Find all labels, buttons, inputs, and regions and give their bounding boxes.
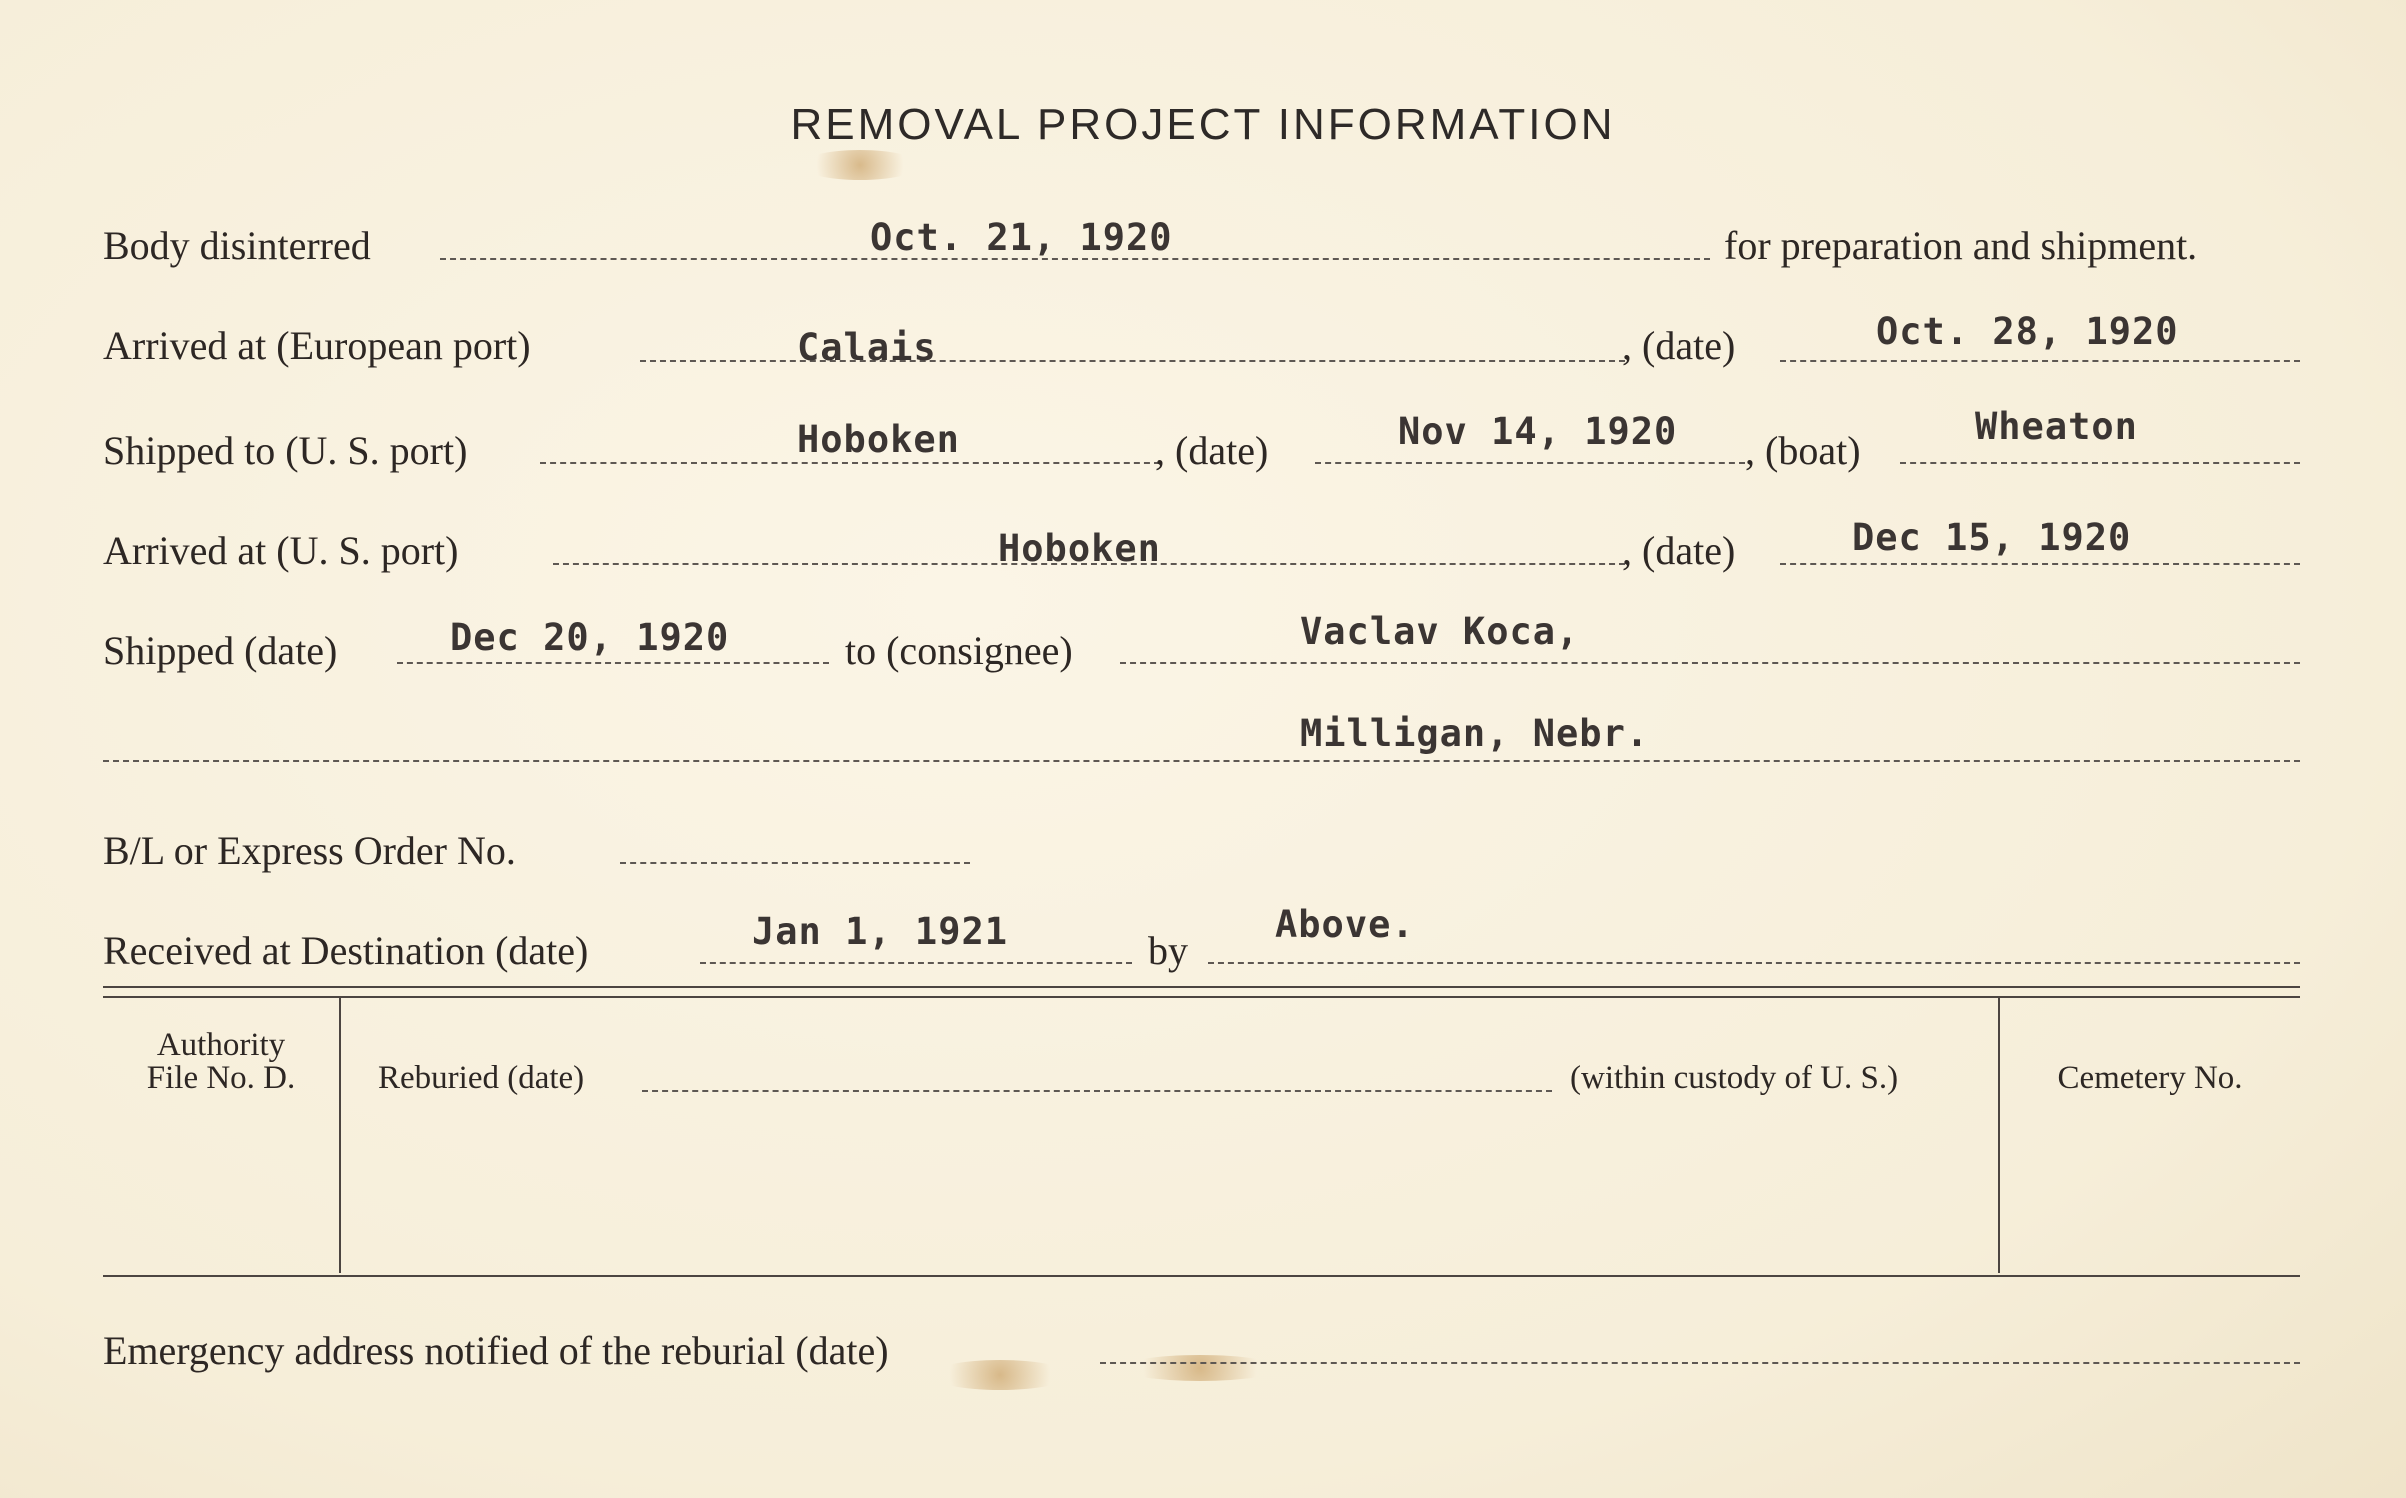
us-port-arrived-date-line <box>1780 563 2300 565</box>
european-port-date-label: , (date) <box>1622 323 1736 368</box>
table-top-rule-2 <box>103 996 2300 998</box>
european-port-line <box>640 360 1625 362</box>
reburied-label: Reburied (date) <box>378 1060 585 1096</box>
table-bottom-rule <box>103 1275 2300 1277</box>
file-no-label: File No. D. <box>146 1060 296 1096</box>
us-port-shipped-date: Nov 14, 1920 <box>1398 410 1678 453</box>
stain-mark <box>1120 1355 1280 1381</box>
received-date-line <box>700 962 1132 964</box>
card-title: REMOVAL PROJECT INFORMATION <box>790 100 1616 149</box>
us-port-arrived-date-label: , (date) <box>1622 528 1736 573</box>
european-port-value: Calais <box>797 326 937 369</box>
us-port-shipped-date-line <box>1315 462 1745 464</box>
table-divider-left <box>339 998 341 1273</box>
consignee-address: Milligan, Nebr. <box>1300 712 1650 755</box>
bl-order-label: B/L or Express Order No. <box>103 828 516 873</box>
disinterred-suffix: for preparation and shipment. <box>1724 223 2198 268</box>
table-divider-right <box>1998 998 2000 1273</box>
stain-mark <box>800 150 920 180</box>
us-port-shipped-value: Hoboken <box>797 418 960 461</box>
emergency-line <box>1100 1362 2300 1364</box>
shipped-date: Dec 20, 1920 <box>450 616 730 659</box>
custody-label: (within custody of U. S.) <box>1570 1060 1899 1096</box>
cemetery-label: Cemetery No. <box>2057 1060 2243 1096</box>
us-port-shipped-date-label: , (date) <box>1155 428 1269 473</box>
disinterred-date: Oct. 21, 1920 <box>870 216 1173 259</box>
emergency-label: Emergency address notified of the reburial (date) <box>103 1328 889 1373</box>
european-port-date: Oct. 28, 1920 <box>1876 310 2179 353</box>
reburied-line <box>642 1090 1552 1092</box>
shipped-date-label: Shipped (date) <box>103 628 338 673</box>
consignee-name: Vaclav Koca, <box>1300 610 1580 653</box>
boat-line <box>1900 462 2300 464</box>
received-by-line <box>1208 962 2300 964</box>
us-port-shipped-label: Shipped to (U. S. port) <box>103 428 468 473</box>
consignee-address-line <box>103 760 2300 762</box>
european-port-date-line <box>1780 360 2300 362</box>
shipped-date-line <box>397 662 829 664</box>
bl-order-line <box>620 862 970 864</box>
stain-mark <box>930 1360 1070 1390</box>
table-top-rule <box>103 986 2300 988</box>
authority-label: Authority <box>156 1027 286 1063</box>
us-port-arrived-value: Hoboken <box>998 527 1161 570</box>
received-by-label: by <box>1148 928 1188 973</box>
european-port-label: Arrived at (European port) <box>103 323 531 368</box>
received-label: Received at Destination (date) <box>103 928 589 973</box>
us-port-arrived-date: Dec 15, 1920 <box>1852 516 2132 559</box>
received-by: Above. <box>1275 903 1415 946</box>
us-port-arrived-label: Arrived at (U. S. port) <box>103 528 459 573</box>
consignee-label: to (consignee) <box>845 628 1073 673</box>
us-port-shipped-line <box>540 462 1160 464</box>
disinterred-label: Body disinterred <box>103 223 371 268</box>
received-date: Jan 1, 1921 <box>752 910 1009 953</box>
boat-value: Wheaton <box>1975 405 2138 448</box>
consignee-line <box>1120 662 2300 664</box>
boat-label: , (boat) <box>1745 428 1861 473</box>
